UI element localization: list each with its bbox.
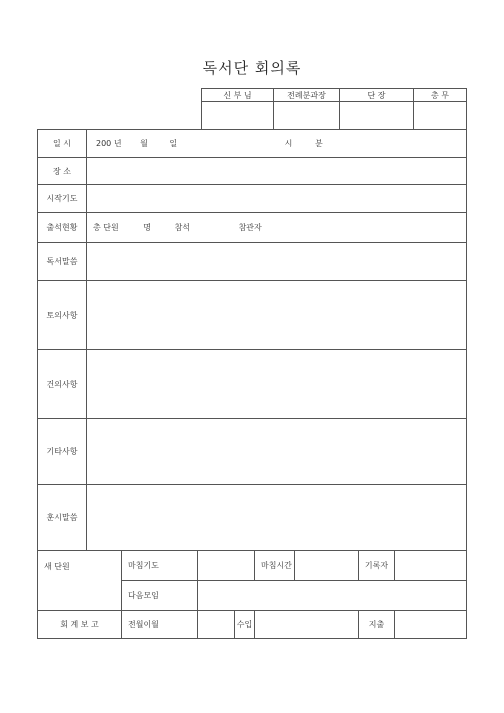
expense-field[interactable] xyxy=(395,611,467,639)
attendance-count-unit: 명 xyxy=(143,223,152,232)
signature-box-leader[interactable] xyxy=(340,102,414,130)
recorder-field[interactable] xyxy=(395,551,467,581)
reading-words-label: 독서말씀 xyxy=(38,243,87,281)
instruction-field[interactable] xyxy=(87,485,467,551)
signature-box-priest[interactable] xyxy=(202,102,274,130)
closing-time-label: 마침시간 xyxy=(255,551,295,581)
approval-header-leader: 단 장 xyxy=(340,89,414,102)
opening-prayer-field[interactable] xyxy=(87,185,467,213)
place-field[interactable] xyxy=(87,158,467,185)
attendance-label: 출석현황 xyxy=(38,213,87,243)
place-label: 장 소 xyxy=(38,158,87,185)
closing-time-field[interactable] xyxy=(295,551,359,581)
opening-prayer-label: 시작기도 xyxy=(38,185,87,213)
recorder-label: 기록자 xyxy=(359,551,395,581)
instruction-label: 훈시말씀 xyxy=(38,485,87,551)
date-field[interactable] xyxy=(87,130,467,158)
approval-header-secretary: 총 무 xyxy=(414,89,467,102)
signature-box-secretary[interactable] xyxy=(414,102,467,130)
expense-label: 지출 xyxy=(359,611,395,639)
suggestions-label: 건의사항 xyxy=(38,350,87,419)
others-field[interactable] xyxy=(87,419,467,485)
attendance-total: 총 단원 xyxy=(93,223,119,232)
approval-header-priest: 신 부 님 xyxy=(202,89,274,102)
others-label: 기타사항 xyxy=(38,419,87,485)
closing-prayer-field[interactable] xyxy=(198,551,255,581)
date-month: 월 xyxy=(140,139,148,148)
income-label: 수입 xyxy=(235,611,255,639)
date-day: 일 xyxy=(169,139,178,148)
attendance-present: 참석 xyxy=(174,223,191,232)
date-hour: 시 xyxy=(284,139,293,148)
approval-header-liturgy-head: 전례분과장 xyxy=(274,89,340,102)
attendance-field[interactable] xyxy=(87,213,467,243)
approval-table xyxy=(201,88,467,130)
attendance-observer: 참관자 xyxy=(238,223,262,232)
new-member-label: 새 단원 xyxy=(38,551,122,611)
reading-words-field[interactable] xyxy=(87,243,467,281)
next-meeting-label: 다음모임 xyxy=(122,581,198,611)
signature-box-liturgy-head[interactable] xyxy=(274,102,340,130)
carryover-field[interactable] xyxy=(198,611,235,639)
carryover-label: 전월이월 xyxy=(122,611,198,639)
suggestions-field[interactable] xyxy=(87,350,467,419)
next-meeting-field[interactable] xyxy=(198,581,467,611)
discussion-field[interactable] xyxy=(87,281,467,350)
date-label: 일 시 xyxy=(38,130,87,158)
page-title: 독서단 회의록 xyxy=(202,59,302,77)
income-field[interactable] xyxy=(255,611,359,639)
minutes-table xyxy=(37,129,467,639)
closing-prayer-label: 마침기도 xyxy=(122,551,198,581)
date-minute: 분 xyxy=(314,139,323,148)
date-year: 200 년 xyxy=(96,139,122,148)
discussion-label: 토의사항 xyxy=(38,281,87,350)
accounting-label: 회 계 보 고 xyxy=(38,611,122,639)
